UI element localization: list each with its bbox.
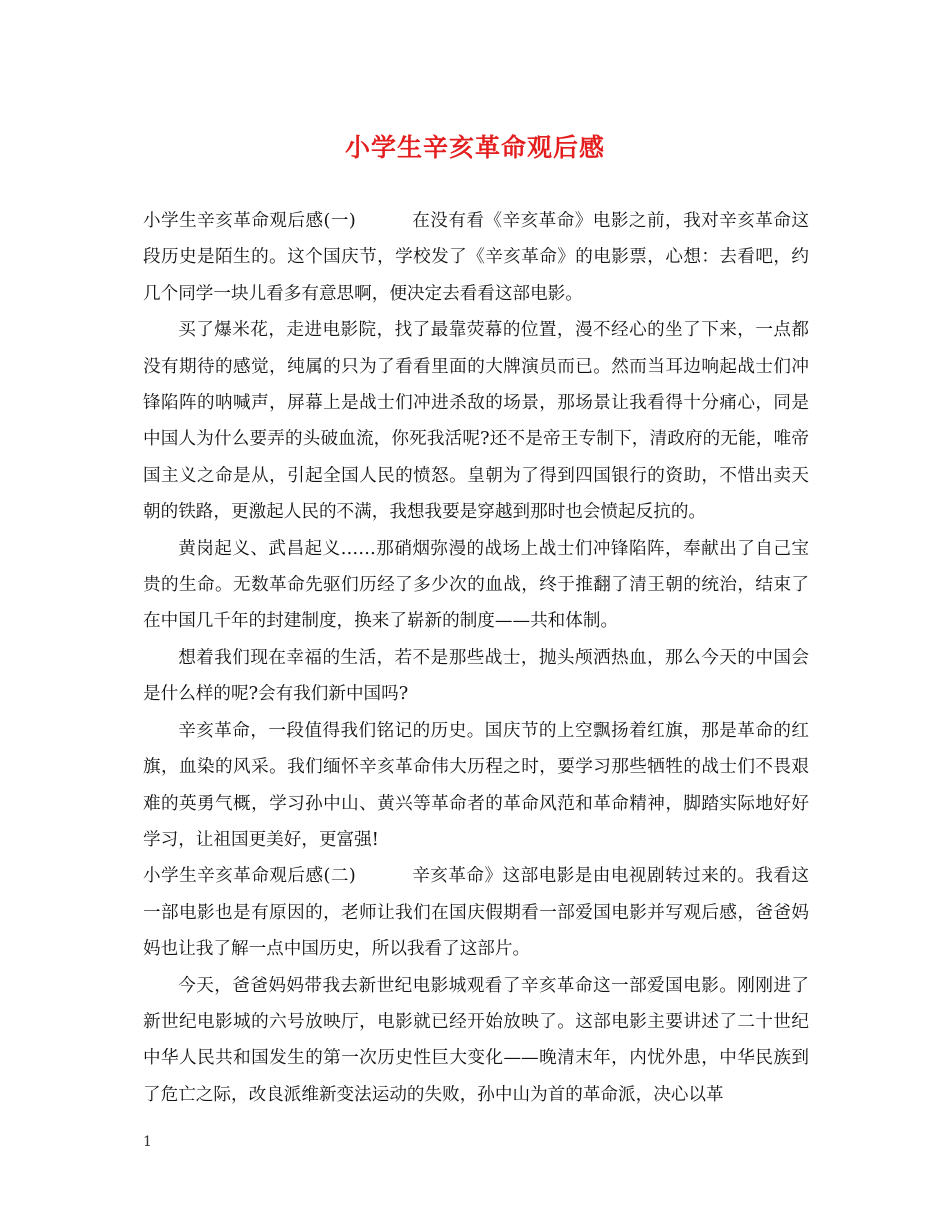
section-1-intro (143, 203, 809, 312)
section-2-paragraph-1: 今天，爸爸妈妈带我去新世纪电影城观看了辛亥革命这一部爱国电影。刚刚进了新世纪电影城的六号放映厅，电影就已经开始放映了。这部电影主要讲述了二十世纪中华人民共和国发生的第一次历史性巨大变化——晚清末年，内忧外患，中华民族到了危亡之际，改良派维新变法运动的失败，孙中山为首的革命派，决心以革 (143, 975, 809, 1105)
section-1-heading: 小学生辛亥革命观后感(一) (143, 211, 356, 231)
section-1-paragraph-1: 买了爆米花，走进电影院，找了最靠荧幕的位置，漫不经心的坐了下来，一点都没有期待的感觉，纯属的只为了看看里面的大牌演员而已。然而当耳边响起战士们冲锋陷阵的呐喊声，屏幕上是战士们冲进杀敌的场景，那场景让我看得十分痛心，同是中国人为什么要弄的头破血流，你死我活呢?还不是帝王专制下，清政府的无能，唯帝国主义之命是从，引起全国人民的愤怒。皇朝为了得到四国银行的资助，不惜出卖天朝的铁路，更激起人民的不满，我想我要是穿越到那时也会愤起反抗的。 (143, 320, 809, 523)
section-2-lead: 辛亥革命》这部电影是由电视剧转过来的。我看这一部电影也是有原因的，老师让我们在国庆假期看一部爱国电影并写观后感，爸爸妈妈也让我了解一点中国历史，所以我看了这部片。 (143, 866, 809, 960)
section-1-lead: 在没有看《辛亥革命》电影之前，我对辛亥革命这段历史是陌生的。这个国庆节，学校发了《辛亥革命》的电影票，心想：去看吧，约几个同学一块儿看多有意思啊，便决定去看看这部电影。 (143, 211, 809, 304)
document-body (143, 203, 809, 1113)
section-2-heading: 小学生辛亥革命观后感(二) (143, 866, 356, 887)
document-title: 小学生辛亥革命观后感 (344, 133, 605, 162)
section-1-paragraph-3: 想着我们现在幸福的生活，若不是那些战士，抛头颅洒热血，那么今天的中国会是什么样的呢?会有我们新中国吗? (143, 647, 809, 705)
section-1-paragraph-2: 黄岗起义、武昌起义……那硝烟弥漫的战场上战士们冲锋陷阵，奉献出了自己宝贵的生命。无数革命先驱们历经了多少次的血战，终于推翻了清王朝的统治，结束了在中国几千年的封建制度，换来了崭新的制度——共和体制。 (143, 538, 809, 632)
section-2-intro (143, 858, 809, 967)
page-number: 1 (143, 1134, 152, 1150)
section-1-paragraph-4: 辛亥革命，一段值得我们铭记的历史。国庆节的上空飘扬着红旗，那是革命的红旗，血染的风采。我们缅怀辛亥革命伟大历程之时，要学习那些牺牲的战士们不畏艰难的英勇气概，学习孙中山、黄兴等革命者的革命风范和革命精神，脚踏实际地好好学习，让祖国更美好，更富强! (143, 720, 809, 850)
